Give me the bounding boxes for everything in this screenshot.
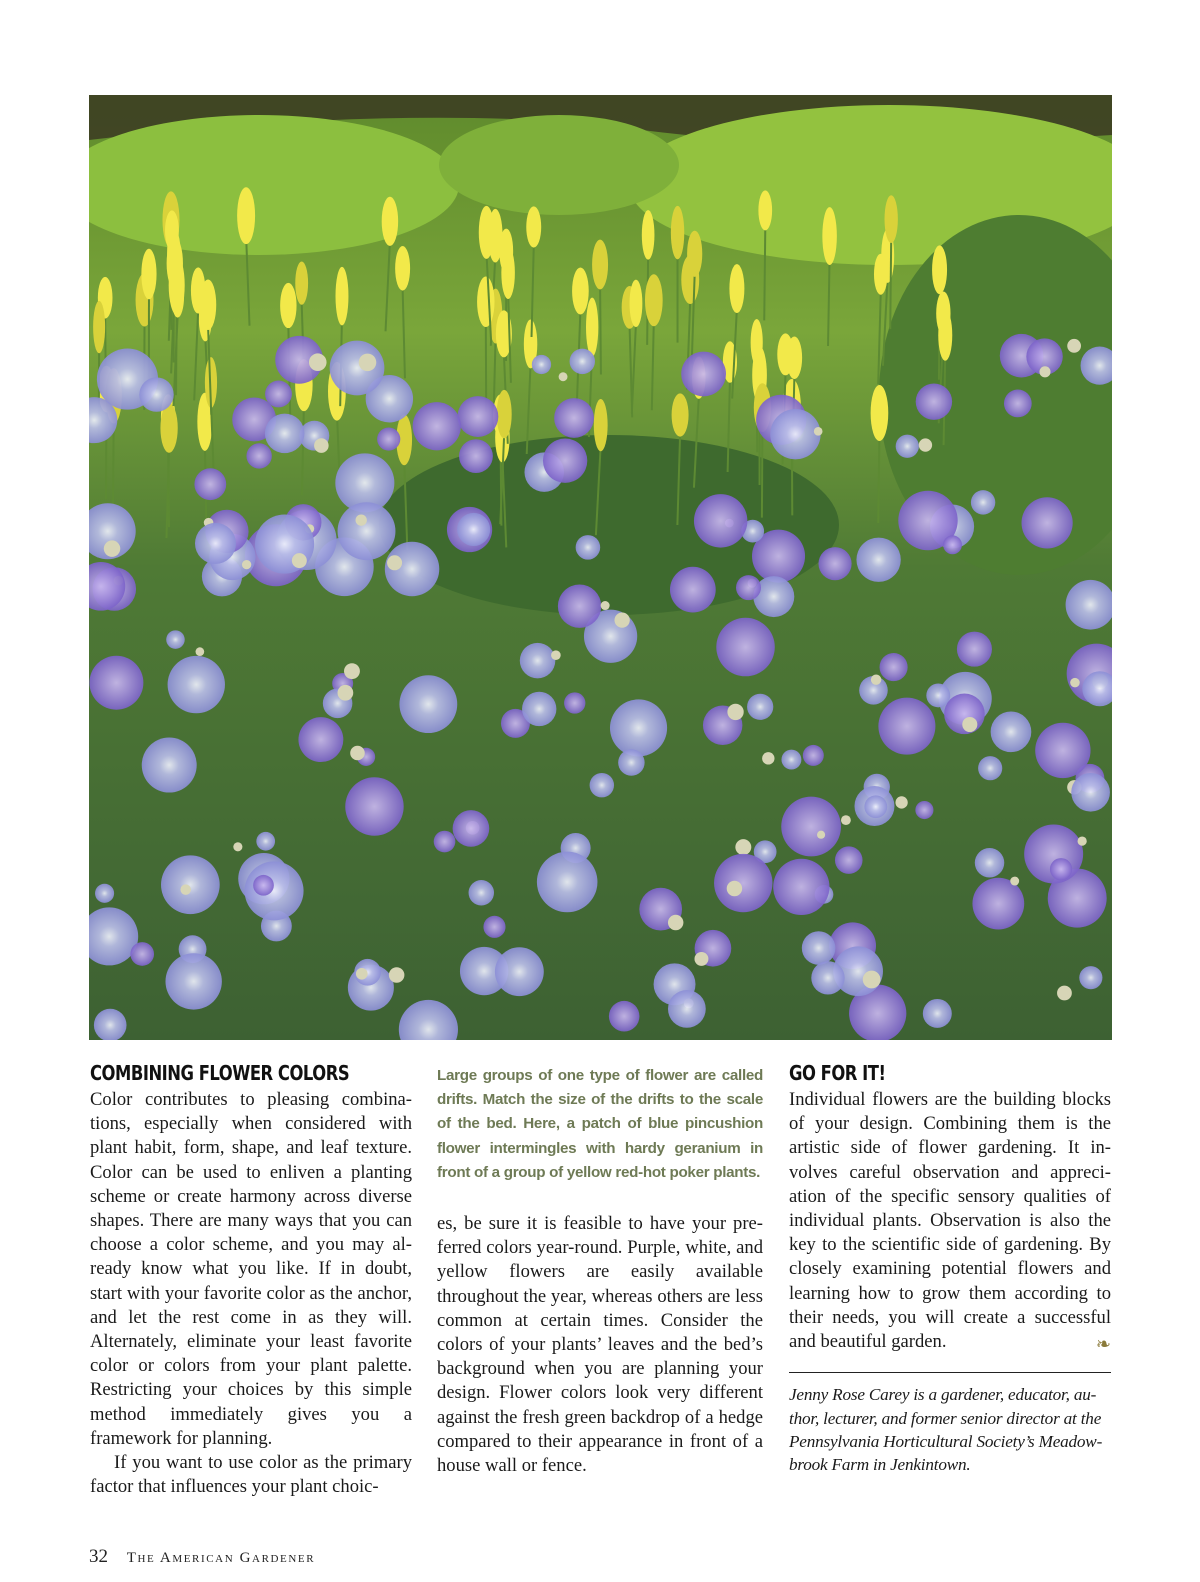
section-heading-go-for-it: GO FOR IT!: [789, 1061, 886, 1085]
page-number: 32: [89, 1546, 108, 1567]
body-paragraph-text: Individual flowers are the building blocks of your design. Combining them is the artistic side of flower gardening. It involves careful observation and appreciation of the specific sensory qualities of individual plants. Observation is also the key to the scientific side of gardening. By closely examining potential flowers and learning how to grow them according to their needs, you will create a successful and beautiful garden.: [789, 1089, 1111, 1353]
section-heading-combining-colors: COMBINING FLOWER COLORS: [90, 1061, 350, 1085]
garden-photo-illustration: [89, 95, 1112, 1040]
body-paragraph: es, be sure it is feasible to have your preferred colors year-round. Purple, white, and yellow flowers are easily available throughout the year, whereas others are less common at certain times. Consider the colors of your plants’ leaves and the bed’s background when you are planning your design. Flower colors look very different against the fresh green backdrop of a hedge compared to their appearance in front of a house wall or fence.: [437, 1213, 763, 1477]
body-paragraph: If you want to use color as the primary factor that influences your plant choic-: [90, 1452, 412, 1498]
photo-caption: Large groups of one type of flower are called drifts. Match the size of the drifts to the scale of the bed. Here, a patch of blue pincushion flower intermingles with hardy geranium in front of a group of yellow red-hot poker plants.: [437, 1067, 763, 1181]
page-footer: [89, 1546, 315, 1568]
left-column: [90, 1060, 412, 1499]
garden-photo: [89, 95, 1112, 1040]
right-column: [789, 1060, 1111, 1477]
end-of-article-ornament: ❧: [1095, 1334, 1111, 1355]
body-paragraph: Color contributes to pleasing combinations, especially when considered with plant habit, form, shape, and leaf texture. Color can be used to enliven a planting scheme or create harmony across diverse shapes. There are many ways that you can choose a color scheme, and you may already know what you like. If in doubt, start with your favorite color as the anchor, and let the rest come in as they will. Alternately, eliminate your least favorite color or colors from your plant palette. Restricting your choices by this simple method immediately gives you a framework for planning.: [90, 1089, 412, 1449]
bio-divider: [789, 1372, 1111, 1373]
middle-column: [437, 1060, 763, 1478]
author-bio: Jenny Rose Carey is a gardener, educator, author, lecturer, and former senior director at the Pennsylvania Horticultural Society’s Meadowbrook Farm in Jenkintown.: [789, 1385, 1103, 1475]
magazine-name: The American Gardener: [126, 1550, 316, 1566]
body-paragraph: [789, 1088, 1111, 1354]
